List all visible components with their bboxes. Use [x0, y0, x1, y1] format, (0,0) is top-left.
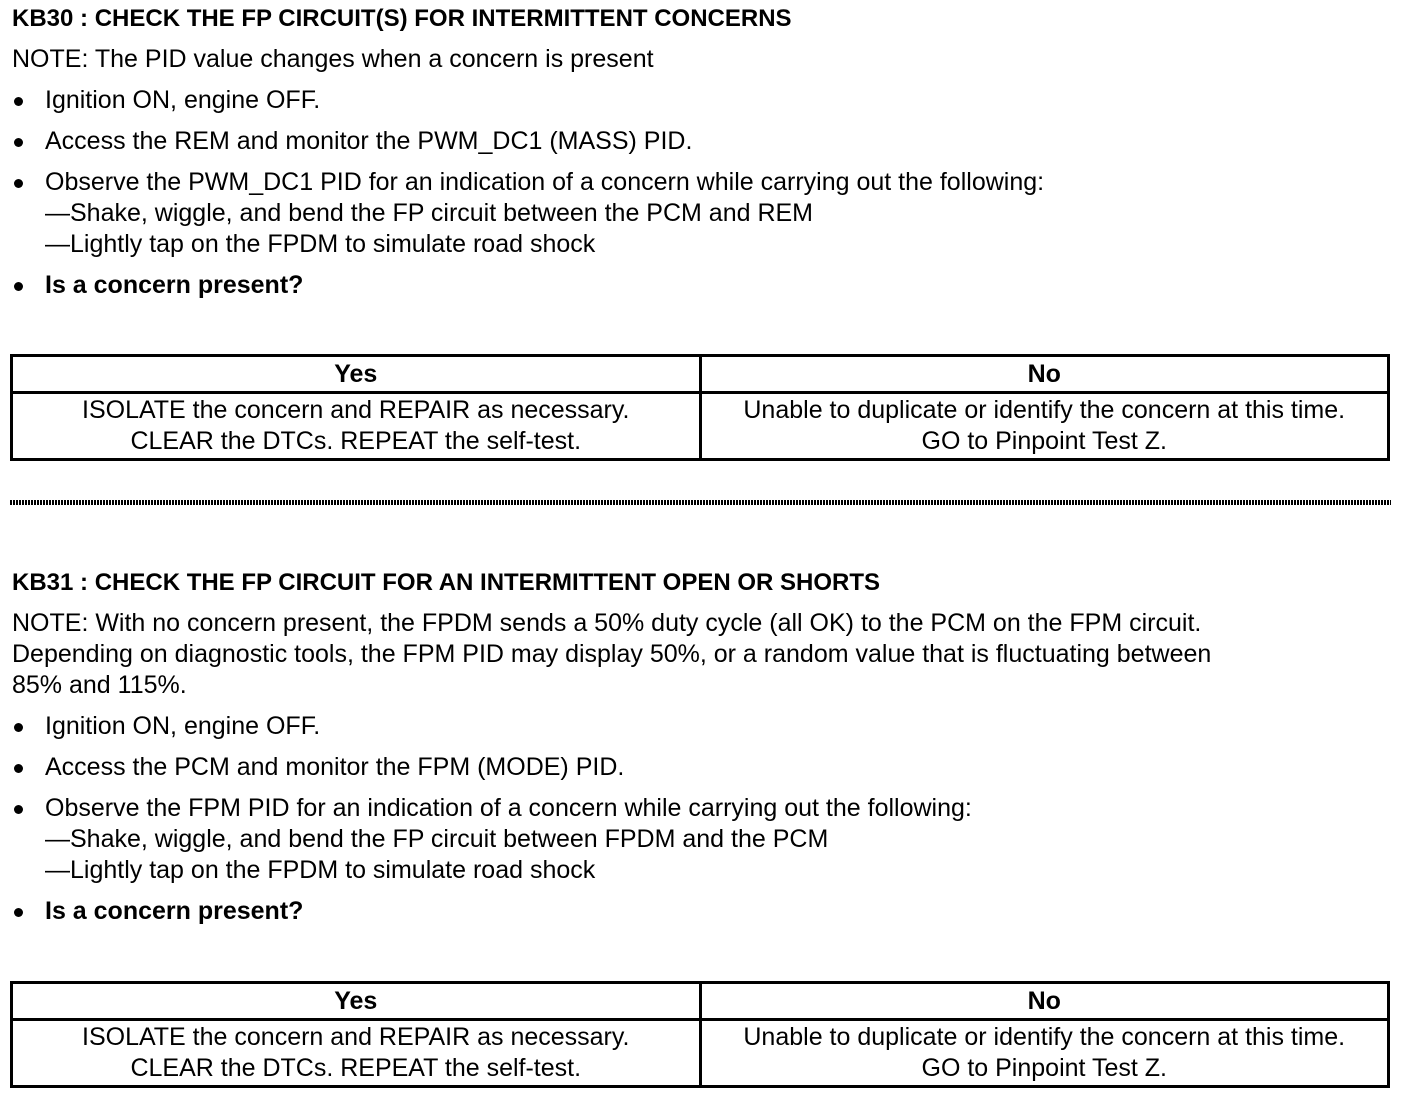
kb30-step-1: [12, 85, 1392, 116]
kb30-yes-line-1: ISOLATE the concern and REPAIR as necessary.: [82, 396, 630, 424]
kb31-step-1: [12, 711, 1392, 742]
kb31-yes-cell: [12, 1020, 701, 1087]
kb30-section: [12, 4, 1392, 311]
kb31-no-line-2: GO to Pinpoint Test Z.: [921, 1054, 1167, 1082]
kb31-yes-line-1: ISOLATE the concern and REPAIR as necessary.: [82, 1023, 630, 1051]
kb30-question-text: Is a concern present?: [45, 271, 304, 299]
bullet-icon: [14, 908, 23, 917]
kb30-yes-header: Yes: [12, 356, 701, 393]
kb30-note: NOTE: The PID value changes when a concern is present: [12, 45, 654, 73]
kb30-step-1-text: Ignition ON, engine OFF.: [45, 86, 321, 114]
kb31-no-header: No: [700, 983, 1389, 1020]
kb30-step-2-text: Access the REM and monitor the PWM_DC1 (MASS) PID.: [45, 127, 693, 155]
kb30-no-header: No: [700, 356, 1389, 393]
kb30-steps: [12, 85, 1392, 301]
kb31-decision-table: [10, 981, 1390, 1088]
kb30-yes-cell: [12, 393, 701, 460]
kb31-yes-line-2: CLEAR the DTCs. REPEAT the self-test.: [130, 1054, 582, 1082]
kb30-decision-table: [10, 354, 1390, 461]
kb30-title: KB30 : CHECK THE FP CIRCUIT(S) FOR INTERMITTENT CONCERNS: [12, 5, 792, 32]
bullet-icon: [14, 805, 23, 814]
kb31-title: KB31 : CHECK THE FP CIRCUIT FOR AN INTERMITTENT OPEN OR SHORTS: [12, 569, 881, 596]
kb30-no-line-2: GO to Pinpoint Test Z.: [921, 427, 1167, 455]
kb31-note: [12, 608, 1392, 701]
section-divider: [10, 500, 1391, 505]
kb31-note-line-2: Depending on diagnostic tools, the FPM PID may display 50%, or a random value that is fluctuating between: [12, 640, 1212, 668]
kb31-step-3-text: Observe the FPM PID for an indication of a concern while carrying out the following:: [45, 794, 972, 822]
kb30-step-3: [12, 167, 1392, 260]
bullet-icon: [14, 97, 23, 106]
bullet-icon: [14, 138, 23, 147]
kb31-question: [12, 896, 1392, 927]
kb31-step-2: [12, 752, 1392, 783]
kb30-step-2: [12, 126, 1392, 157]
kb31-substep-1: —Shake, wiggle, and bend the FP circuit between FPDM and the PCM: [45, 825, 829, 853]
kb30-substep-1: —Shake, wiggle, and bend the FP circuit between the PCM and REM: [45, 199, 814, 227]
kb31-step-3: [12, 793, 1392, 886]
bullet-icon: [14, 764, 23, 773]
kb31-no-cell: [700, 1020, 1389, 1087]
kb31-note-line-3: 85% and 115%.: [12, 671, 187, 699]
kb31-note-line-1: NOTE: With no concern present, the FPDM sends a 50% duty cycle (all OK) to the PCM on the FPM circuit.: [12, 609, 1202, 637]
bullet-icon: [14, 282, 23, 291]
kb31-section: [12, 568, 1392, 937]
bullet-icon: [14, 723, 23, 732]
kb30-step-3-text: Observe the PWM_DC1 PID for an indication of a concern while carrying out the following:: [45, 168, 1045, 196]
kb30-no-line-1: Unable to duplicate or identify the concern at this time.: [743, 396, 1346, 424]
kb31-steps: [12, 711, 1392, 927]
kb30-question: [12, 270, 1392, 301]
kb31-step-2-text: Access the PCM and monitor the FPM (MODE) PID.: [45, 753, 625, 781]
kb31-yes-header: Yes: [12, 983, 701, 1020]
kb31-step-1-text: Ignition ON, engine OFF.: [45, 712, 321, 740]
kb31-substep-2: —Lightly tap on the FPDM to simulate road shock: [45, 856, 596, 884]
bullet-icon: [14, 179, 23, 188]
kb31-question-text: Is a concern present?: [45, 897, 304, 925]
kb30-no-cell: [700, 393, 1389, 460]
kb30-substep-2: —Lightly tap on the FPDM to simulate road shock: [45, 230, 596, 258]
kb30-yes-line-2: CLEAR the DTCs. REPEAT the self-test.: [130, 427, 582, 455]
kb31-no-line-1: Unable to duplicate or identify the concern at this time.: [743, 1023, 1346, 1051]
